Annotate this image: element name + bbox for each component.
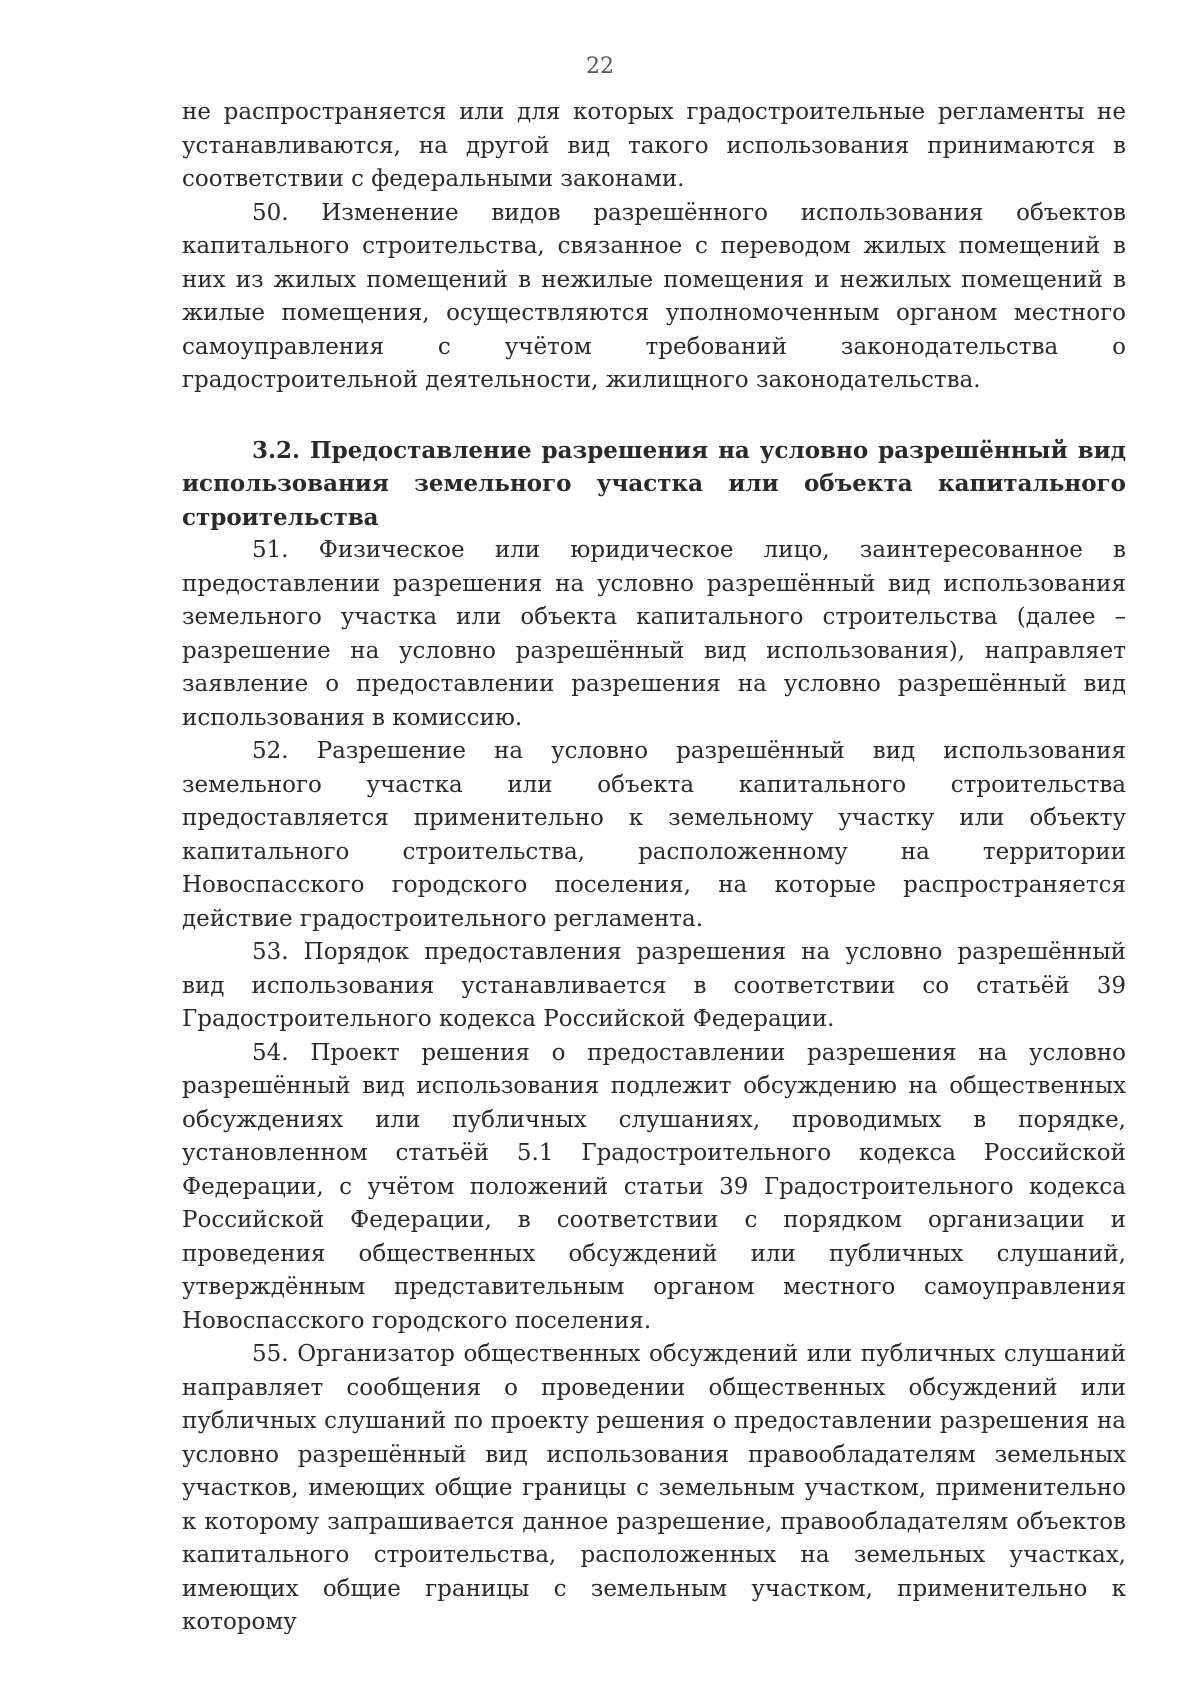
- paragraph-number: 52.: [252, 738, 289, 764]
- paragraph-number: 54.: [252, 1039, 289, 1066]
- paragraph-number: 50.: [252, 199, 289, 226]
- paragraph-50: [182, 197, 1126, 398]
- continuation-paragraph: не распространяется или для которых градостроительные регламенты не устанавливаются, на другой вид такого использования принимаются в соответствии с федеральными законами.: [182, 99, 1126, 192]
- paragraph-number: 51.: [252, 537, 289, 563]
- paragraph-text: Организатор общественных обсуждений или публичных слушаний направляет сообщения о проведении общественных обсуждений или публичных слушаний по проекту решения о предоставлении разрешения на условно разрешённый вид использования правообладателям земельных участков, имеющих общие границы с земельным участком, применительно к которому запрашивается данное разрешение, правообладателям объектов капитального строительства, расположенных на земельных участках, имеющих общие границы с земельным участком, применительно к которому: [182, 1341, 1126, 1635]
- paragraph-52: [182, 735, 1126, 936]
- paragraph-number: 53.: [252, 939, 289, 965]
- paragraph-51: [182, 534, 1126, 735]
- document-body: [182, 96, 1126, 1640]
- section-heading: 3.2. Предоставление разрешения на условно разрешённый вид использования земельного участка или объекта капитального строительства: [182, 436, 1126, 531]
- paragraph-54: [182, 1037, 1126, 1339]
- paragraph-text: Изменение видов разрешённого использования объектов капитального строительства, связанное с переводом жилых помещений в них из жилых помещений в нежилые помещения и нежилых помещений в жилые помещения, осуществляются уполномоченным органом местного самоуправления с учётом требований законодательства о градостроительной деятельности, жилищного законодательства.: [182, 199, 1126, 393]
- paragraph-text: Порядок предоставления разрешения на условно разрешённый вид использования устанавливается в соответствии со статьёй 39 Градостроительного кодекса Российской Федерации.: [182, 939, 1126, 1032]
- paragraph-text: Проект решения о предоставлении разрешения на условно разрешённый вид использования подлежит обсуждению на общественных обсуждениях или публичных слушаниях, проводимых в порядке, установленном статьёй 5.1 Градостроительного кодекса Российской Федерации, с учётом положений статьи 39 Градостроительного кодекса Российской Федерации, в соответствии с порядком организации и проведения общественных обсуждений или публичных слушаний, утверждённым представительным органом местного самоуправления Новоспасского городского поселения.: [182, 1039, 1127, 1334]
- paragraph-55: [182, 1338, 1126, 1640]
- page-number: 22: [586, 54, 614, 79]
- paragraph-number: 55.: [252, 1341, 289, 1367]
- paragraph-text: Разрешение на условно разрешённый вид использования земельного участка или объекта капитального строительства предоставляется применительно к земельному участку или объекту капитального строительства, расположенному на территории Новоспасского городского поселения, на которые распространяется действие градостроительного регламента.: [182, 738, 1126, 932]
- paragraph-53: [182, 936, 1126, 1037]
- paragraph-text: Физическое или юридическое лицо, заинтересованное в предоставлении разрешения на условно разрешённый вид использования земельного участка или объекта капитального строительства (далее – разрешение на условно разрешённый вид использования), направляет заявление о предоставлении разрешения на условно разрешённый вид использования в комиссию.: [182, 537, 1126, 731]
